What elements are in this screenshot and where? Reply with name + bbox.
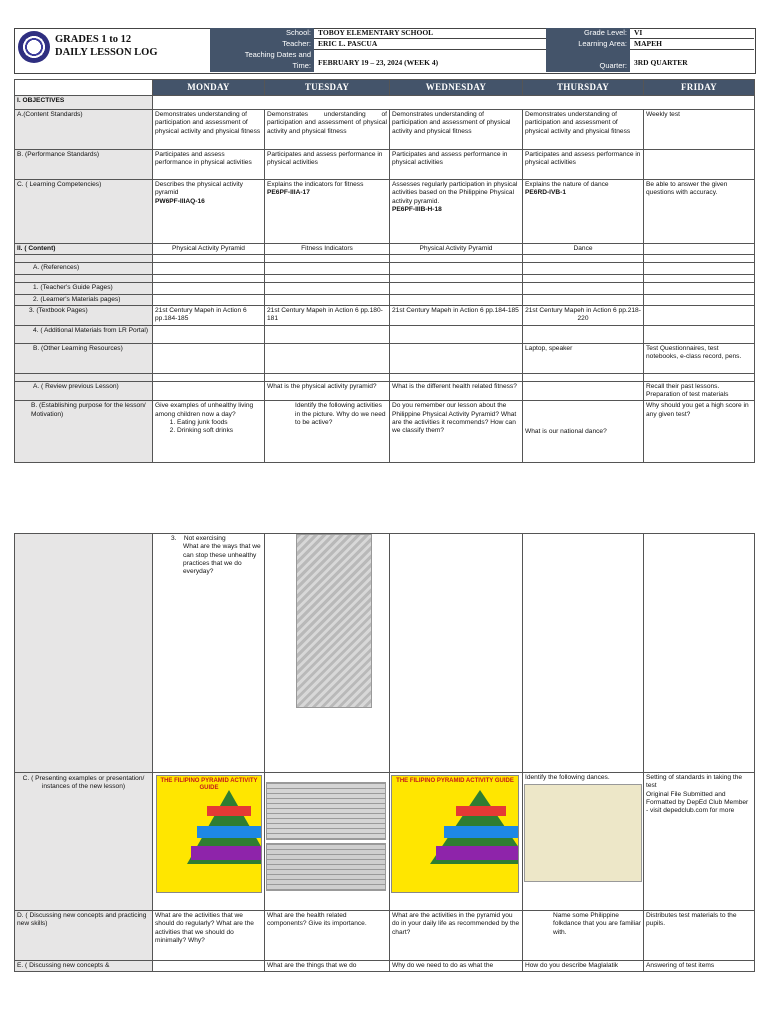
purpose-text: Give examples of unhealthy living among children now a day? [155,402,254,418]
competency-code: PE6RD-IVB-1 [525,189,567,197]
teacher-label: Teacher: [210,39,314,50]
competency-code: PE6PF-IIIB-H-18 [392,205,442,213]
school-value: TOBOY ELEMENTARY SCHOOL [314,28,546,39]
cell: Demonstrates understanding of participation and assessment of physical activity and physical fitness [265,110,390,150]
activity-picture [296,534,372,708]
cell: Fitness Indicators [265,244,390,255]
review-row [15,381,755,401]
competencies-label: C. ( Learning Competencies) [15,180,153,244]
cell: Demonstrates understanding of participation and assessment of physical activity and physical fitness [523,110,644,150]
cell: What is our national dance? [523,401,644,463]
objectives-label: I. OBJECTIVES [15,96,153,110]
cell: Physical Activity Pyramid [153,244,265,255]
title-line1: GRADES 1 to 12 [55,34,132,45]
cell: Name some Philippine folkdance that you are familiar with. [523,911,644,961]
cell: What is the physical activity pyramid? [265,381,390,401]
discussing-label: D. ( Discussing new concepts and practicing new skills) [15,911,153,961]
pyramid-guide-image-wednesday [391,775,519,893]
content-standards-row [15,110,755,150]
dates-label-2: Time: [210,61,314,72]
discussing2-row [15,961,755,972]
cell: Participates and assess performance in physical activities [153,150,265,180]
content-row [15,244,755,255]
day-header-row [15,80,755,96]
cell: 21st Century Mapeh in Action 6 pp.184-185 [390,305,523,325]
purpose-continued-row [15,534,755,773]
quarter-value: 3RD QUARTER [634,58,688,67]
cell: Participates and assess performance in physical activities [265,150,390,180]
presenting-label: C. ( Presenting examples or presentation/ instances of the new lesson) [15,773,153,911]
references-label: A. (References) [15,263,153,275]
performance-standards-row [15,150,755,180]
cell: Distributes test materials to the pupils. [644,911,755,961]
fitness-table-picture-2 [266,843,386,891]
performance-standards-label: B. (Performance Standards) [15,150,153,180]
document-title [55,33,158,59]
cell: 21st Century Mapeh in Action 6 pp.180-181 [265,305,390,325]
dates-value: FEBRUARY 19 – 23, 2024 (WEEK 4) [318,58,439,67]
textbook-label: 3. (Textbook Pages) [15,305,153,325]
title-line2: DAILY LESSON LOG [55,47,158,58]
learner-materials-row [15,294,755,305]
cell: Answering of test items [644,961,755,972]
cell: Participates and assess performance in physical activities [390,150,523,180]
competency-code: PW6PF-IIIAQ-16 [155,197,205,205]
area-value: MAPEH [630,39,754,50]
learner-materials-label: 2. (Learner's Materials pages) [15,294,153,305]
cell: Weekly test [644,110,755,150]
content-standards-label: A.(Content Standards) [15,110,153,150]
cell: Physical Activity Pyramid [390,244,523,255]
cell: 21st Century Mapeh in Action 6 pp.218-220 [523,305,644,325]
cell [390,180,523,244]
day-tuesday: TUESDAY [265,80,390,96]
cell [153,180,265,244]
cell: What is the different health related fitness? [390,381,523,401]
lesson-table-top [14,79,755,463]
competency-text: Explains the indicators for fitness [267,181,364,188]
other-resources-label: B. (Other Learning Resources) [15,343,153,373]
cell: Demonstrates understanding of participation and assessment of physical activity and physical fitness [153,110,265,150]
presenting-friday-text: Setting of standards in taking the test [646,774,743,790]
pyramid-title: THE FILIPINO PYRAMID ACTIVITY GUIDE [396,778,514,784]
quarter-label: Quarter: [546,50,630,72]
review-label: A. ( Review previous Lesson) [15,381,153,401]
purpose-label: B. (Establishing purpose for the lesson/ Motivation) [15,401,153,463]
discussing-row [15,911,755,961]
cell: Dance [523,244,644,255]
objectives-row [15,96,755,110]
content-label: II. ( Content) [15,244,153,255]
purpose-continued-text: What are the ways that we can stop these unhealthy practices that we do everyday? [183,543,261,576]
teacher-value: ERIC L. PASCUA [314,39,546,50]
cell: Laptop, speaker [523,343,644,373]
cell: 21st Century Mapeh in Action 6 pp.184-185 [153,305,265,325]
grade-value: VI [630,28,754,39]
competencies-row [15,180,755,244]
day-monday: MONDAY [153,80,265,96]
cell: Identify the following activities in the picture. Why do we need to be active? [265,401,390,463]
day-friday: FRIDAY [644,80,755,96]
competency-text: Explains the nature of dance [525,181,609,188]
school-label: School: [210,28,314,39]
cell: What are the health related components? Give its importance. [265,911,390,961]
cell: Why should you get a high score in any given test? [644,401,755,463]
cell: How do you describe Maglalatik [523,961,644,972]
discussing2-label: E. ( Discussing new concepts & [15,961,153,972]
day-wednesday: WEDNESDAY [390,80,523,96]
header-info-grid [210,28,754,72]
competency-code: PE6PF-IIIA-17 [267,189,310,197]
list-item: Not exercising [183,535,226,542]
lesson-table-bottom [14,533,755,972]
source-note: Original File Submitted and Formatted by DepEd Club Member - visit depedclub.com for more [646,790,749,815]
cell: What are the activities that we should do regularly? What are the activities that we should do minimally? Why? [153,911,265,961]
cell: Be able to answer the given questions with accuracy. [644,180,755,244]
additional-materials-label: 4. ( Additional Materials from LR Portal) [15,325,153,343]
other-resources-row [15,343,755,373]
fitness-table-picture-1 [266,782,386,840]
presenting-thursday-text: Identify the following dances. [525,774,610,781]
cell: Do you remember our lesson about the Philippine Physical Activity Pyramid? What are the activities it recommends? How can we classify them? [390,401,523,463]
textbook-row [15,305,755,325]
cell: Test Questionnaires, test notebooks, e-class record, pens. [644,343,755,373]
day-thursday: THURSDAY [523,80,644,96]
cell: What are the things that we do [265,961,390,972]
list-item: 1. Eating junk foods [177,419,262,427]
cell: Why do we need to do as what the [390,961,523,972]
additional-materials-row [15,325,755,343]
list-item: 2. Drinking soft drinks [177,427,262,435]
competency-text: Assesses regularly participation in physical activities based on the Philippine Physical activity pyramid. [392,181,518,205]
cell [523,180,644,244]
cell [265,180,390,244]
pyramid-title: THE FILIPINO PYRAMID ACTIVITY GUIDE [160,778,258,791]
dances-worksheet-picture [524,784,642,882]
cell [644,773,755,911]
dates-label-1: Teaching Dates and [210,50,314,61]
cell: Recall their past lessons. Preparation of test materials [644,381,755,401]
cell: 3. Not exercising What are the ways that we can stop these unhealthy practices that we do everyday? [153,534,265,773]
cell: Participates and assess performance in physical activities [523,150,644,180]
teacher-guide-row [15,283,755,294]
area-label: Learning Area: [546,39,630,50]
cell [153,401,265,463]
grade-label: Grade Level: [546,28,630,39]
unhealthy-list [155,419,262,436]
deped-seal-icon [18,31,50,63]
references-row [15,263,755,275]
purpose-row [15,401,755,463]
cell: Demonstrates understanding of participation and assessment of physical activity and physical fitness [390,110,523,150]
cell: What are the activities in the pyramid you do in your daily life as recommended by the chart? [390,911,523,961]
teacher-guide-label: 1. (Teacher's Guide Pages) [15,283,153,294]
pyramid-guide-image-monday [156,775,262,893]
competency-text: Describes the physical activity pyramid [155,181,243,197]
